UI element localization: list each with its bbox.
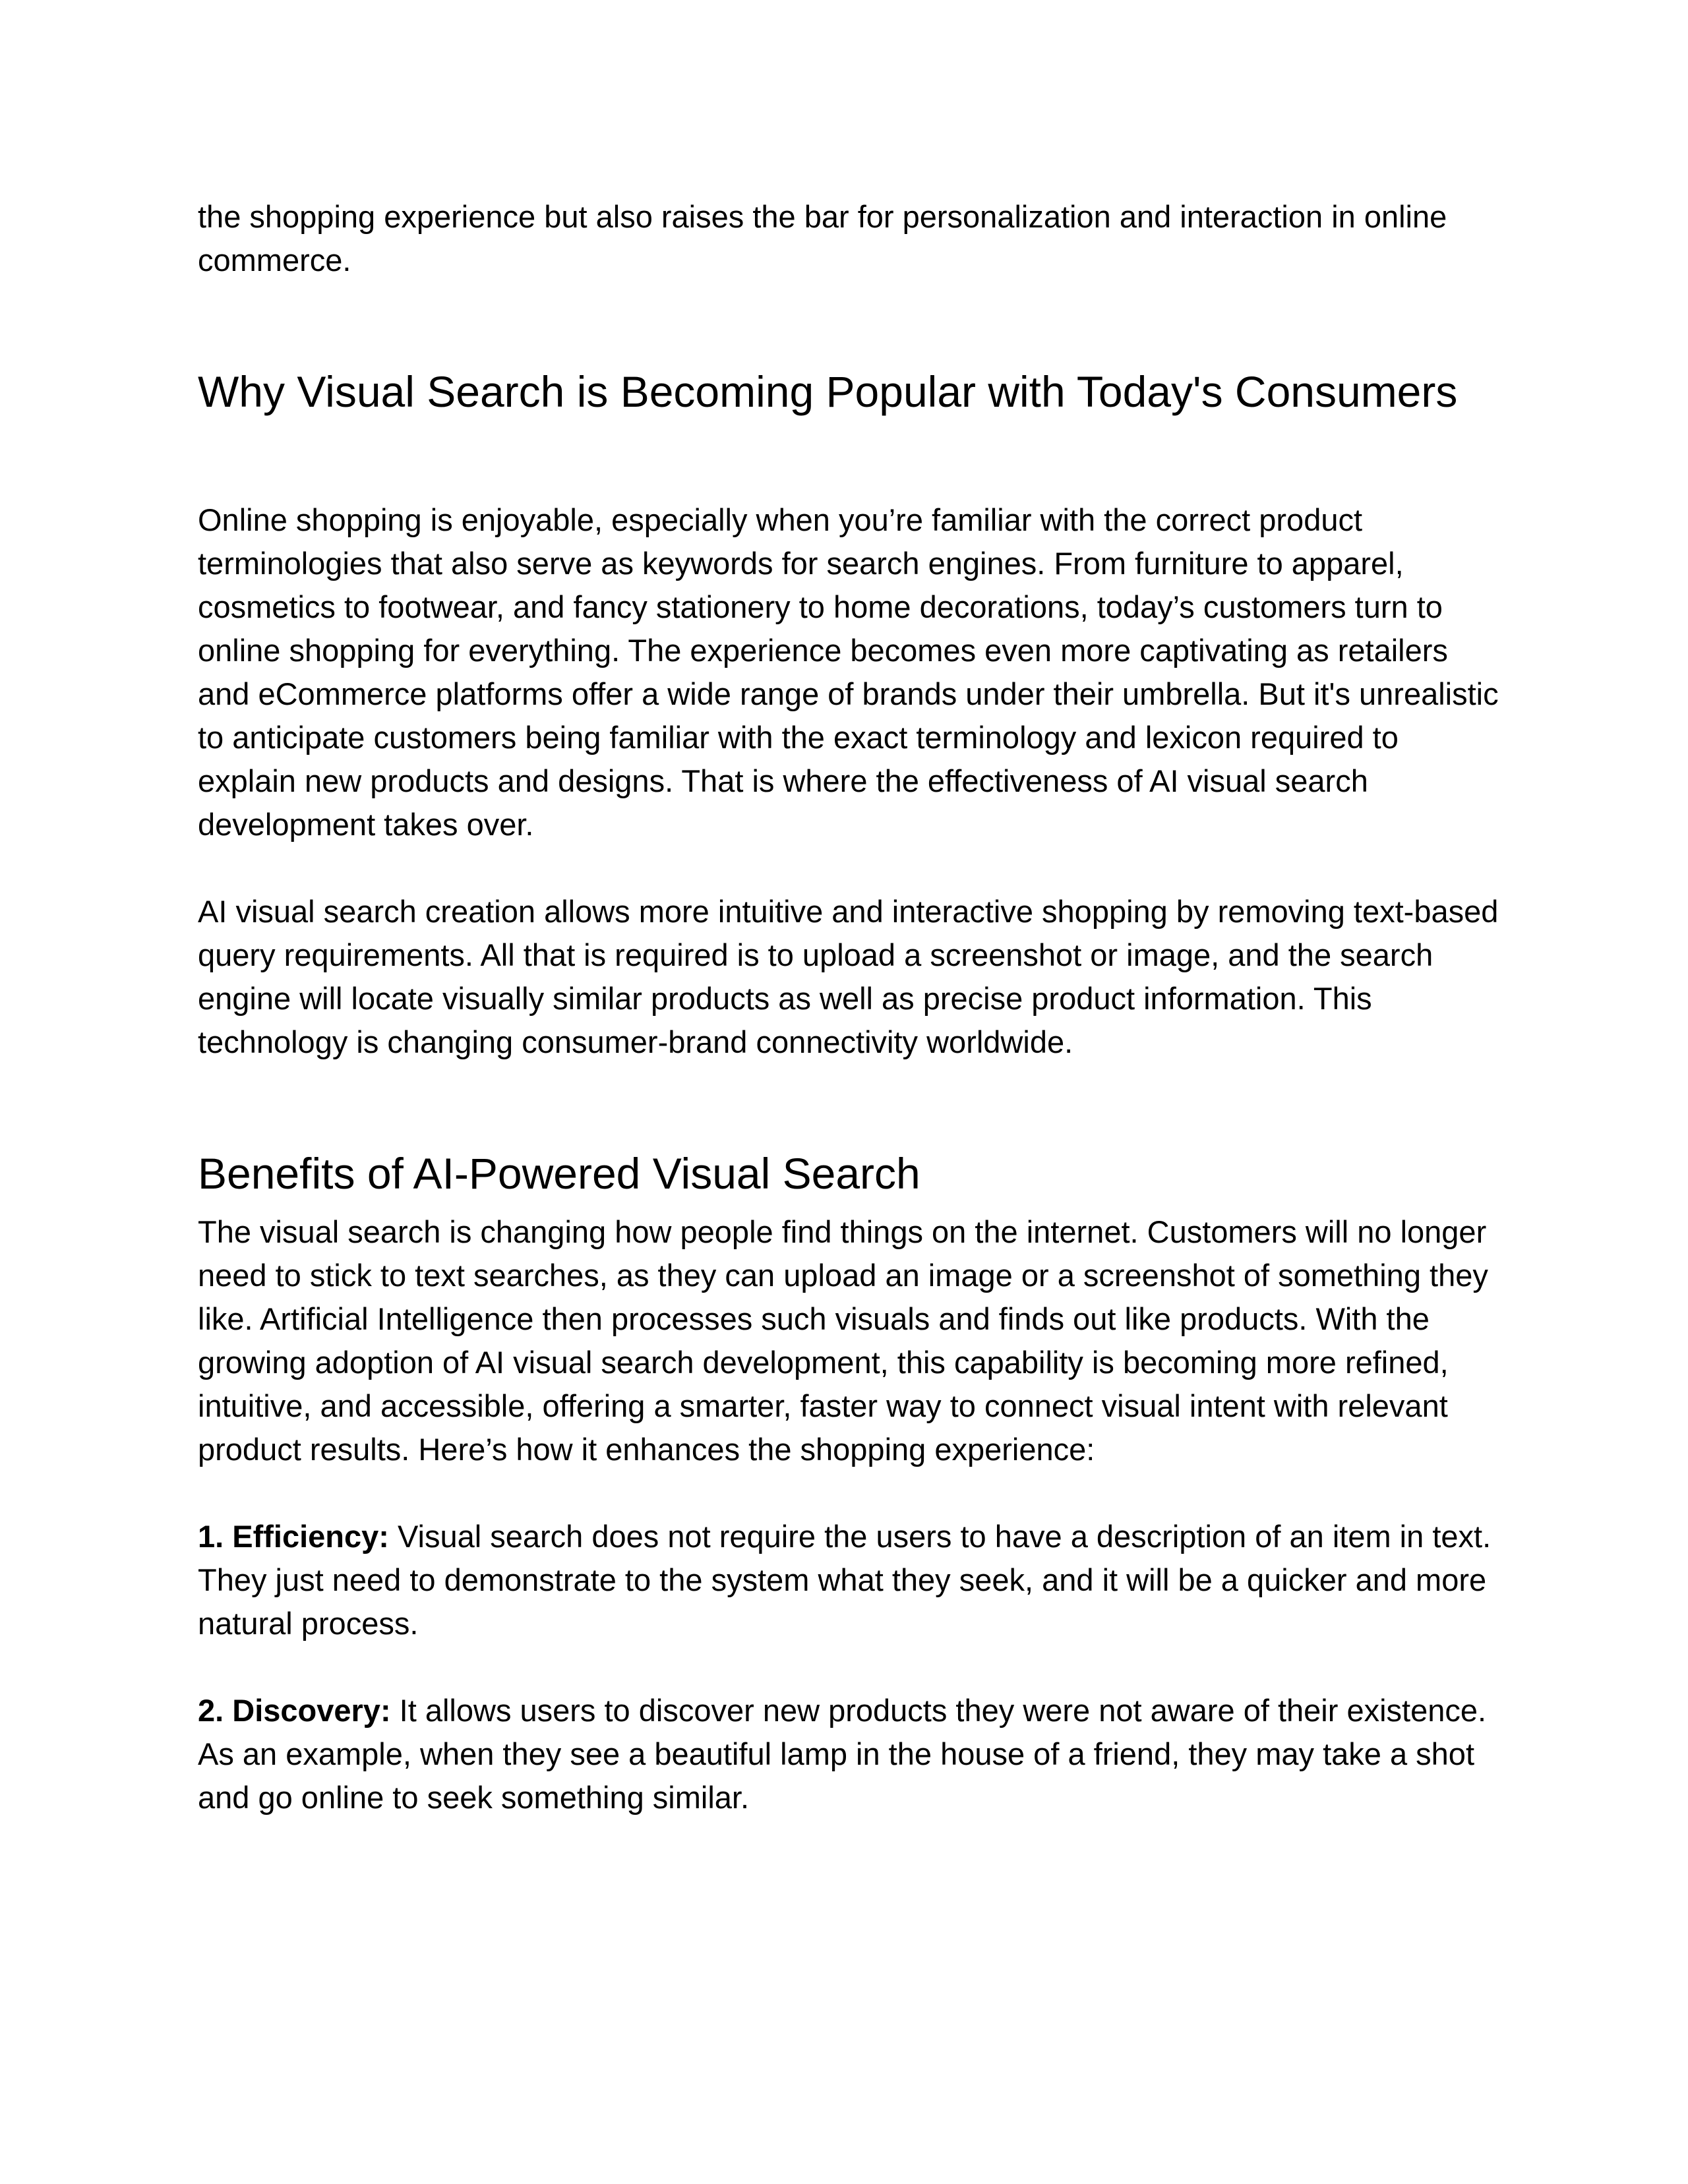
list-item-efficiency xyxy=(198,1515,1503,1645)
list-item-efficiency-text: Visual search does not require the users to have a description of an item in text. They just need to demonstrate to the system what they seek, and it will be a quicker and more natural process. xyxy=(198,1519,1492,1641)
section-heading-why-visual-search: Why Visual Search is Becoming Popular with Today's Consumers xyxy=(198,367,1458,416)
section-heading-benefits: Benefits of AI-Powered Visual Search xyxy=(198,1149,920,1198)
list-item-discovery-label: 2. Discovery: xyxy=(198,1693,391,1728)
list-item-efficiency-label: 1. Efficiency: xyxy=(198,1519,389,1554)
paragraph-ai-visual-search-creation: AI visual search creation allows more intuitive and interactive shopping by removing text-based query requirements. All that is required is to upload a screenshot or image, and the search engine will locate visually similar products as well as precise product information. This technology is changing consumer-brand connectivity worldwide. xyxy=(198,894,1499,1059)
document-body xyxy=(198,195,1503,1819)
paragraph-online-shopping: Online shopping is enjoyable, especially when you’re familiar with the correct product terminologies that also serve as keywords for search engines. From furniture to apparel, cosmetics to footwear, and fancy stationery to home decorations, today’s customers turn to online shopping for everything. The experience becomes even more captivating as retailers and eCommerce platforms offer a wide range of brands under their umbrella. But it's unrealistic to anticipate customers being familiar with the exact terminology and lexicon required to explain new products and designs. That is where the effectiveness of AI visual search development takes over. xyxy=(198,502,1499,842)
paragraph-visual-search-changing: The visual search is changing how people find things on the internet. Customers will no longer need to stick to text searches, as they can upload an image or a screenshot of something they like. Artificial Intelligence then processes such visuals and finds out like products. With the growing adoption of AI visual search development, this capability is becoming more refined, intuitive, and accessible, offering a smarter, faster way to connect visual intent with relevant product results. Here’s how it enhances the shopping experience: xyxy=(198,1214,1488,1467)
list-item-discovery xyxy=(198,1689,1503,1819)
list-item-discovery-text: It allows users to discover new products they were not aware of their existence. As an example, when they see a beautiful lamp in the house of a friend, they may take a shot and go online to seek something similar. xyxy=(198,1693,1487,1815)
intro-paragraph-tail: the shopping experience but also raises the bar for personalization and interaction in online commerce. xyxy=(198,199,1447,278)
